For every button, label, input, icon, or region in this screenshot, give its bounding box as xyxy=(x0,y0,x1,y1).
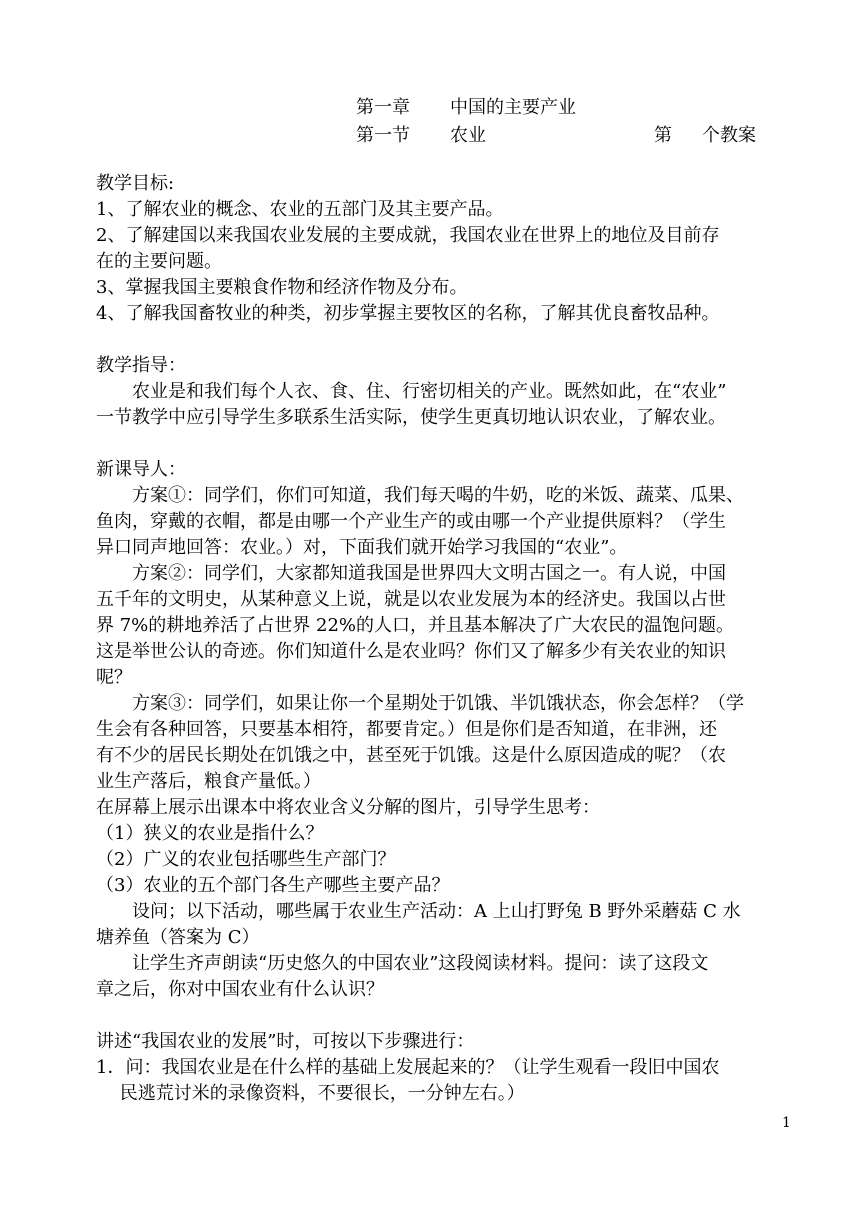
objective-line: 3、掌握我国主要粮食作物和经济作物及分布。 xyxy=(96,277,468,298)
objective-line: 在的主要问题。 xyxy=(96,251,222,272)
lesson-suffix: 个教案 xyxy=(702,125,756,146)
body-line: 异口同声地回答：农业。）对，下面我们就开始学习我国的“农业”。 xyxy=(96,537,628,558)
intro-heading: 新课导人： xyxy=(96,459,186,480)
chapter-title: 中国的主要产业 xyxy=(450,97,576,118)
guidance-line: 农业是和我们每个人衣、食、住、行密切相关的产业。既然如此，在“农业” xyxy=(96,381,727,402)
objective-line: 1、了解农业的概念、农业的五部门及其主要产品。 xyxy=(96,199,504,220)
body-line: 业生产落后，粮食产量低。） xyxy=(96,771,321,792)
section-label: 第一节 xyxy=(356,125,410,146)
body-line: 界 7%的耕地养活了占世界 22%的人口，并且基本解决了广大农民的温饱问题。 xyxy=(96,615,735,636)
question-line: （1）狭义的农业是指什么？ xyxy=(96,823,324,844)
body-line: 1．问：我国农业是在什么样的基础上发展起来的？（让学生观看一段旧中国农 xyxy=(96,1057,720,1078)
question-line: （2）广义的农业包括哪些生产部门？ xyxy=(96,849,396,870)
guidance-line: 一节教学中应引导学生多联系生活实际，使学生更真切地认识农业，了解农业。 xyxy=(96,407,726,428)
lesson-number xyxy=(654,124,756,148)
body-line: 在屏幕上展示出课本中将农业含义分解的图片，引导学生思考： xyxy=(96,797,600,818)
body-line: 呢？ xyxy=(96,667,132,688)
question-line: （3）农业的五个部门各生产哪些主要产品？ xyxy=(96,875,450,896)
section-title: 农业 xyxy=(450,125,486,146)
body-line: 方案②：同学们，大家都知道我国是世界四大文明古国之一。有人说，中国 xyxy=(96,563,726,584)
body-line: 鱼肉，穿戴的衣帽，都是由哪一个产业生产的或由哪一个产业提供原料？（学生 xyxy=(96,511,726,532)
objective-line: 2、了解建国以来我国农业发展的主要成就，我国农业在世界上的地位及目前存 xyxy=(96,225,720,246)
body-line: 设问；以下活动，哪些属于农业生产活动：A 上山打野兔 B 野外采蘑菇 C 水 xyxy=(96,901,741,922)
body-line: 有不少的居民长期处在饥饿之中，甚至死于饥饿。这是什么原因造成的呢？（农 xyxy=(96,745,726,766)
body-line: 讲述“我国农业的发展”时，可按以下步骤进行： xyxy=(96,1031,475,1052)
body-line: 生会有各种回答，只要基本相符，都要肯定。）但是你们是否知道，在非洲，还 xyxy=(96,719,717,740)
body-line: 五千年的文明史，从某种意义上说，就是以农业发展为本的经济史。我国以占世 xyxy=(96,589,726,610)
body-line: 让学生齐声朗读“历史悠久的中国农业”这段阅读材料。提问：读了这段文 xyxy=(96,953,709,974)
body-line: 方案③：同学们，如果让你一个星期处于饥饿、半饥饿状态，你会怎样？（学 xyxy=(96,693,744,714)
guidance-heading: 教学指导： xyxy=(96,355,186,376)
page-number: 1 xyxy=(782,1115,791,1131)
body-line: 方案①：同学们，你们可知道，我们每天喝的牛奶，吃的米饭、蔬菜、瓜果、 xyxy=(96,485,744,506)
section-heading xyxy=(356,124,486,148)
body-line: 塘养鱼（答案为 C） xyxy=(96,927,260,948)
body-line: 民逃荒讨米的录像资料，不要很长，一分钟左右。） xyxy=(96,1083,525,1104)
body-line: 章之后，你对中国农业有什么认识？ xyxy=(96,979,384,1000)
lesson-prefix: 第 xyxy=(654,125,672,146)
chapter-heading xyxy=(356,96,576,120)
objective-line: 4、了解我国畜牧业的种类，初步掌握主要牧区的名称，了解其优良畜牧品种。 xyxy=(96,303,720,324)
objectives-heading: 教学目标: xyxy=(96,173,175,194)
chapter-label: 第一章 xyxy=(356,97,410,118)
body-line: 这是举世公认的奇迹。你们知道什么是农业吗？你们又了解多少有关农业的知识 xyxy=(96,641,726,662)
